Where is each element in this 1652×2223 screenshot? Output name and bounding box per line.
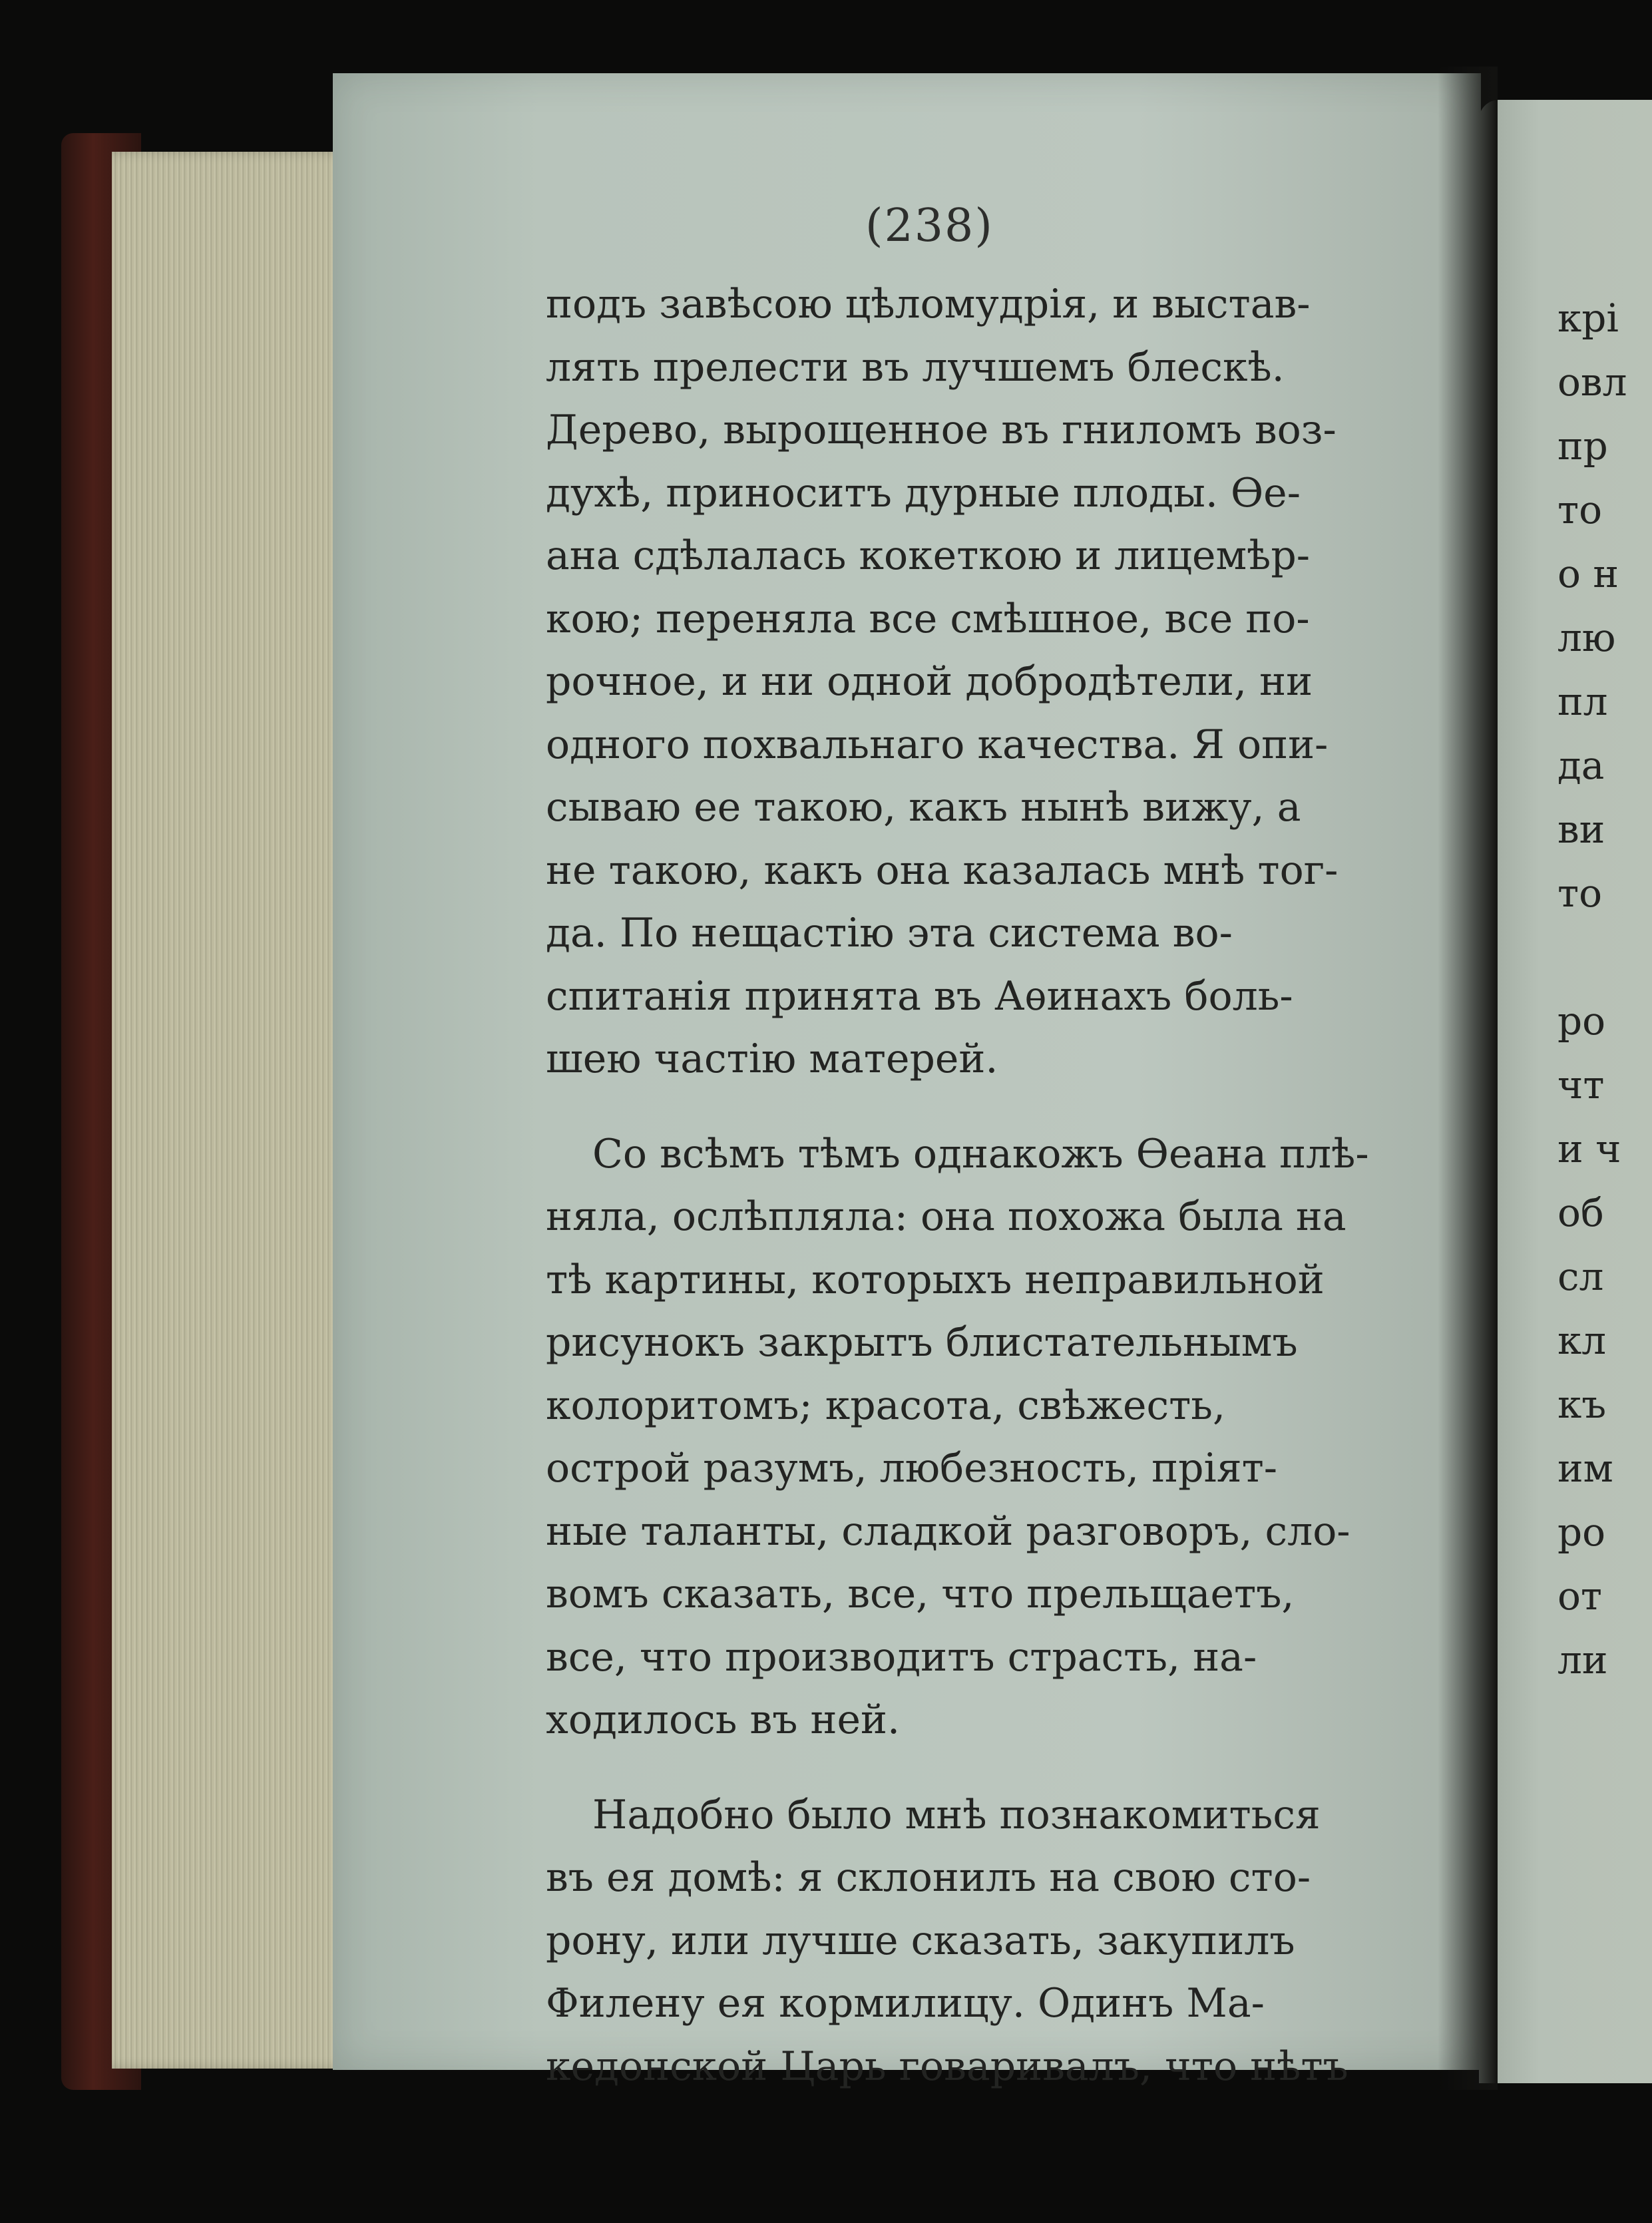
text-line: ана сдѣлалась кокеткою и лицемѣр- xyxy=(546,532,1310,579)
text-line: няла, ослѣпляла: она похожа была на xyxy=(546,1193,1346,1240)
text-line: острой разумъ, любезность, пріят- xyxy=(546,1445,1278,1492)
text-line: въ ея домѣ: я склонилъ на свою сто- xyxy=(546,1854,1311,1901)
text-fragment: ро xyxy=(1557,1510,1606,1555)
text-fragment: им xyxy=(1557,1446,1613,1491)
text-fragment: сл xyxy=(1557,1254,1604,1299)
text-fragment: ро xyxy=(1557,998,1606,1044)
text-line: кою; переняла все смѣшное, все по- xyxy=(546,595,1310,642)
page-stack-edge xyxy=(112,152,351,2069)
text-fragment: то xyxy=(1557,871,1603,916)
text-line: тѣ картины, которыхъ неправильной xyxy=(546,1256,1325,1303)
text-line: лять прелести въ лучшемъ блескѣ. xyxy=(546,343,1285,391)
text-line: Со всѣмъ тѣмъ однакожъ Ѳеана плѣ- xyxy=(592,1130,1369,1177)
text-line: не такою, какъ она казалась мнѣ тог- xyxy=(546,847,1339,894)
right-page-text xyxy=(1557,286,1651,1692)
text-fragment: овл xyxy=(1557,359,1627,405)
paragraph-1 xyxy=(546,273,1391,1091)
text-fragment: ви xyxy=(1557,807,1605,852)
paragraph-3 xyxy=(546,1784,1391,2099)
text-fragment: от xyxy=(1557,1573,1603,1619)
text-line: ходилось въ ней. xyxy=(546,1697,901,1743)
text-fragment: пл xyxy=(1557,679,1608,724)
text-fragment: и ч xyxy=(1557,1126,1621,1171)
book-gutter xyxy=(1438,67,1498,2090)
text-line: ные таланты, сладкой разговоръ, сло- xyxy=(546,1508,1350,1555)
text-fragment: ли xyxy=(1557,1637,1608,1683)
text-fragment: чт xyxy=(1557,1062,1605,1108)
text-line: подъ завѣсою цѣломудрія, и выстав- xyxy=(546,281,1311,327)
text-fragment: къ xyxy=(1557,1382,1607,1427)
text-fragment: да xyxy=(1557,743,1605,788)
text-line: сываю ее такою, какъ нынѣ вижу, а xyxy=(546,784,1301,831)
text-fragment: лю xyxy=(1557,615,1616,660)
text-fragment: то xyxy=(1557,487,1603,532)
text-line: вомъ сказать, все, что прельщаетъ, xyxy=(546,1571,1295,1617)
text-fragment: о н xyxy=(1557,551,1619,596)
text-line: рону, или лучше сказать, закупилъ xyxy=(546,1917,1295,1964)
text-fragment: крі xyxy=(1557,296,1619,341)
text-line: кедонской Царь говаривалъ, что нѣтъ xyxy=(546,2043,1348,2090)
text-fragment: пр xyxy=(1557,423,1608,469)
text-line: одного похвальнаго качества. Я опи- xyxy=(546,721,1329,768)
text-line: духѣ, приноситъ дурные плоды. Ѳе- xyxy=(546,469,1301,516)
left-page-text xyxy=(546,273,1391,2098)
text-line: шею частію матерей. xyxy=(546,1036,998,1082)
page-number: (238) xyxy=(865,200,994,252)
text-line: Дерево, вырощенное въ гниломъ воз- xyxy=(546,407,1337,453)
text-line: спитанія принята въ Аѳинахъ боль- xyxy=(546,972,1293,1020)
text-line: рочное, и ни одной добродѣтели, ни xyxy=(546,658,1313,705)
text-fragment: об xyxy=(1557,1190,1604,1235)
text-line: все, что производитъ страсть, на- xyxy=(546,1633,1257,1681)
text-fragment: кл xyxy=(1557,1318,1607,1363)
text-line: Надобно было мнѣ познакомиться xyxy=(592,1791,1321,1838)
text-line: да. По нещастію эта система во- xyxy=(546,910,1233,956)
text-line: колоритомъ; красота, свѣжесть, xyxy=(546,1382,1226,1429)
text-line: Филену ея кормилицу. Одинъ Ма- xyxy=(546,1980,1265,2027)
paragraph-2 xyxy=(546,1123,1391,1752)
text-line: рисунокъ закрытъ блистательнымъ xyxy=(546,1319,1298,1366)
